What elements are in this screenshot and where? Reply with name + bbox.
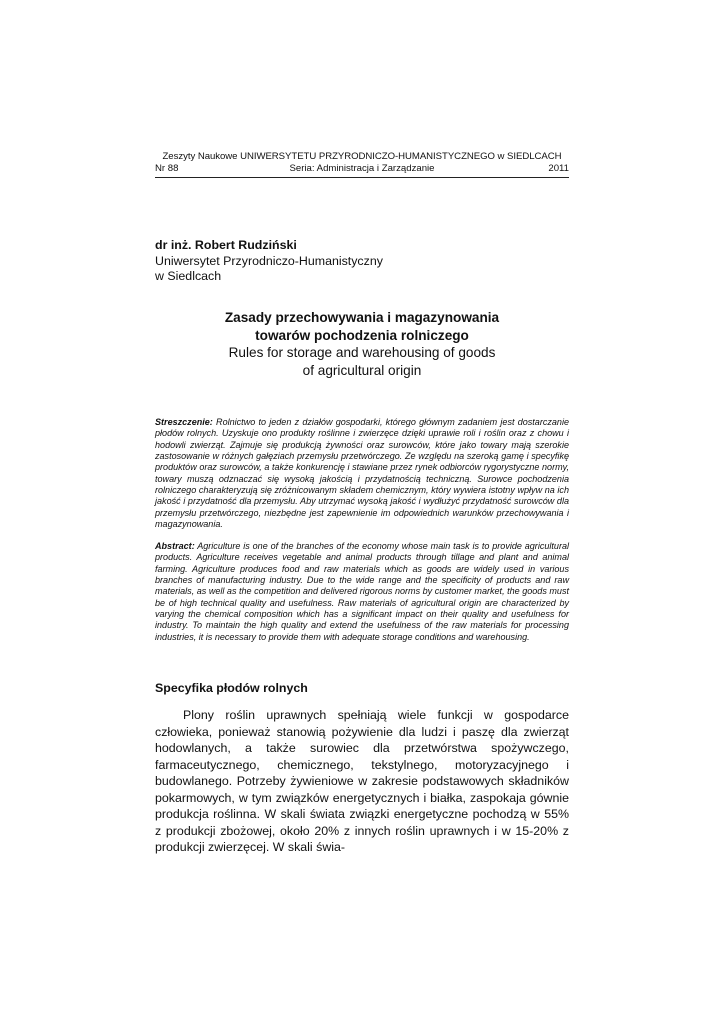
abstract-en-text: Agriculture is one of the branches of the economy whose main task is to provide agricultural products. Agriculture receives vegetable and animal products through tillage and plant and animal farming. Agriculture produces food and raw materials which as goods are widely used in various branches of manufacturing industry. Due to the wide range and the specificity of products and raw materials, as well as the competition and delivered rigorous norms by customer market, the goods must be of high technical quality and usefulness. Raw materials of agricultural origin are characterized by varying the chemical composition which has a significant impact on their quality and usefulness for industry. To maintain the high quality and extend the usefulness of the raw materials for processing industries, it is necessary to provide them with adequate storage conditions and warehousing. bbox=[155, 541, 569, 642]
title-block bbox=[155, 309, 569, 379]
author-block bbox=[155, 238, 383, 285]
issue-number: Nr 88 bbox=[155, 163, 179, 174]
title-en-line2: of agricultural origin bbox=[302, 362, 422, 378]
title-pl-line1: Zasady przechowywania i magazynowania bbox=[224, 310, 500, 325]
abstract-en-label: Abstract: bbox=[155, 541, 195, 551]
journal-header: Zeszyty Naukowe UNIWERSYTETU PRZYRODNICZO-HUMANISTYCZNEGO w SIEDLCACH bbox=[162, 151, 562, 162]
series-name: Seria: Administracja i Zarządzanie bbox=[289, 163, 435, 174]
author-affiliation: Uniwersytet Przyrodniczo-Humanistyczny bbox=[155, 253, 383, 268]
body-paragraph: Plony roślin uprawnych spełniają wiele funkcji w gospodarce człowieka, ponieważ stanowią pożywienie dla ludzi i paszę dla zwierząt hodowlanych, a także surowiec dla przetwórstwa spożywczego, farmaceutycznego, chemicznego, tekstylnego, motoryzacyjnego i budowlanego. Potrzeby żywieniowe w zakresie podstawowych składników pokarmowych, w tym związków energetycznych i białka, zaspokaja gównie produkcja roślinna. W skali świata związki energetyczne pochodzą w 55% z produkcji zbożowej, około 20% z innych roślin uprawnych i w 15-20% z produkcji zwierzęcej. W skali świa- bbox=[155, 708, 569, 854]
abstract-english bbox=[155, 541, 569, 643]
section-heading: Specyfika płodów rolnych bbox=[155, 681, 308, 695]
abstract-pl-label: Streszczenie: bbox=[155, 417, 213, 427]
author-name: dr inż. Robert Rudziński bbox=[155, 238, 297, 252]
title-pl-line2: towarów pochodzenia rolniczego bbox=[255, 327, 469, 343]
series-header bbox=[155, 163, 569, 178]
title-en-line1: Rules for storage and warehousing of goods bbox=[228, 345, 496, 360]
abstract-polish bbox=[155, 417, 569, 530]
author-city: w Siedlcach bbox=[155, 269, 222, 283]
publication-year: 2011 bbox=[548, 163, 569, 174]
abstract-pl-text: Rolnictwo to jeden z działów gospodarki, którego głównym zadaniem jest dostarczanie płodów rolnych. Uzyskuje ono produkty roślinne i zwierzęce dzięki uprawie roli i roślin oraz z chowu i hodowli zwierząt. Zajmuje się produkcją żywności oraz surowców, które jako towary mają szerokie zastosowanie w różnych gałęziach przemysłu przetwórczego. Ze względu na szeroką gamę i specyfikę produktów oraz surowców, a także konkurencję i stawiane przez rynek odbiorców rygorystyczne normy, towary muszą odznaczać się wysoką jakością i przydatnością techniczną. Surowce pochodzenia rolniczego charakteryzują się zróżnicowanym składem chemicznym, który wywiera istotny wpływ na ich jakość i przydatność dla przemysłu. Aby utrzymać wysoką jakość i wydłużyć przydatność surowców dla przemysłu przetwórczego, niezbędne jest zapewnienie im odpowiednich warunków przechowywania i magazynowania. bbox=[155, 417, 569, 530]
